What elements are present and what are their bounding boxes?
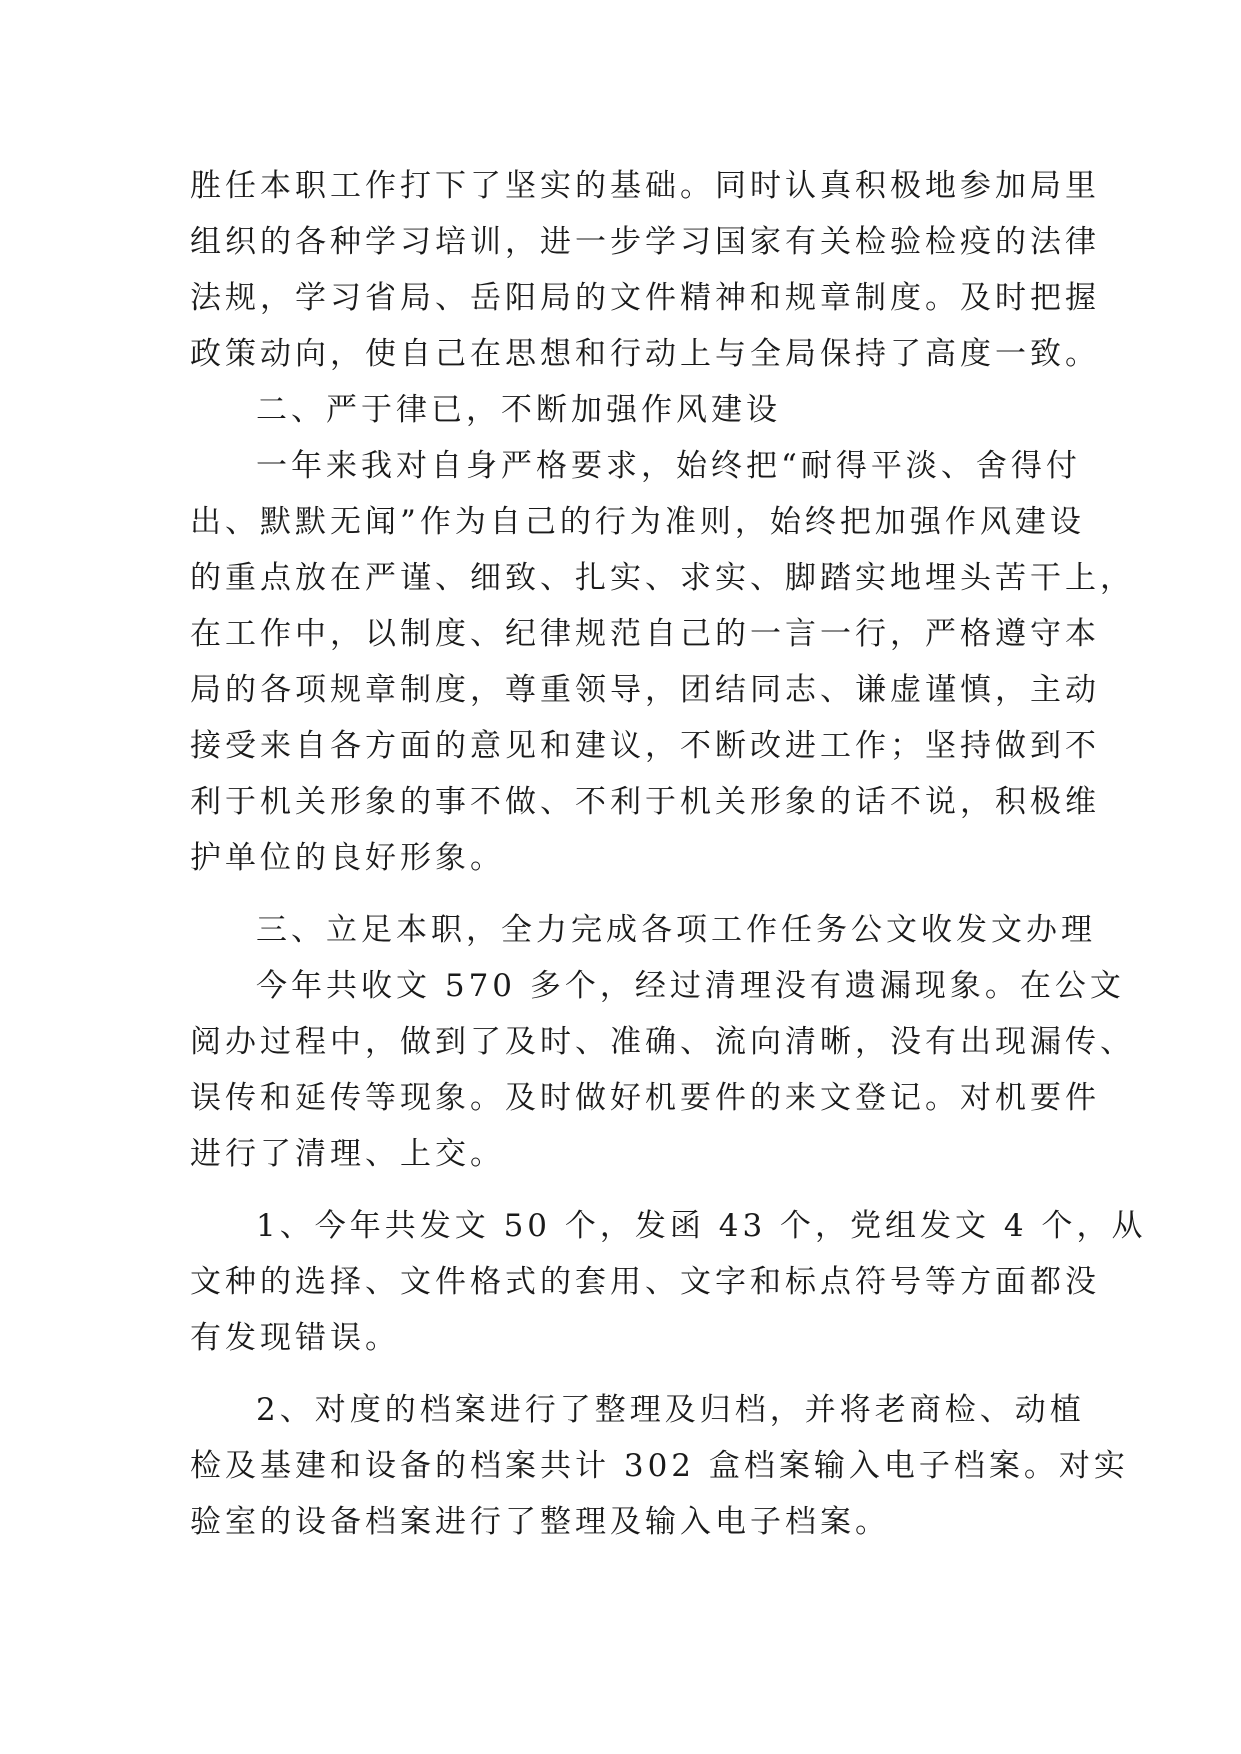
- list-item-1: [190, 1198, 1147, 1366]
- section-heading-3: [190, 902, 1096, 958]
- text-line: 利于机关形象的事不做、不利于机关形象的话不说，积极维: [190, 784, 1100, 820]
- text-line: 胜任本职工作打下了坚实的基础。同时认真积极地参加局里: [190, 168, 1100, 204]
- text-line: 今年共收文 570 多个，经过清理没有遗漏现象。在公文: [256, 968, 1125, 1004]
- text-line: 接受来自各方面的意见和建议，不断改进工作；坚持做到不: [190, 728, 1100, 764]
- text-line: 法规，学习省局、岳阳局的文件精神和规章制度。及时把握: [190, 280, 1100, 316]
- text-line: 1、今年共发文 50 个，发函 43 个，党组发文 4 个，从: [256, 1208, 1147, 1244]
- text-line: 2、对度的档案进行了整理及归档，并将老商检、动植: [256, 1392, 1085, 1428]
- paragraph-conduct: [190, 438, 1135, 886]
- heading-text: 二、严于律已，不断加强作风建设: [256, 392, 781, 428]
- paragraph-incoming-docs: [190, 958, 1135, 1182]
- section-heading-2: [190, 382, 1050, 438]
- list-item-2: [190, 1382, 1129, 1550]
- text-line: 检及基建和设备的档案共计 302 盒档案输入电子档案。对实: [190, 1448, 1129, 1484]
- text-line: 组织的各种学习培训，进一步学习国家有关检验检疫的法律: [190, 224, 1100, 260]
- text-line: 文种的选择、文件格式的套用、文字和标点符号等方面都没: [190, 1264, 1100, 1300]
- document-body: [190, 158, 1147, 1550]
- text-line: 政策动向，使自己在思想和行动上与全局保持了高度一致。: [190, 336, 1100, 372]
- text-line: 的重点放在严谨、细致、扎实、求实、脚踏实地埋头苦干上，: [190, 560, 1135, 596]
- text-line: 出、默默无闻”作为自己的行为准则，始终把加强作风建设: [190, 504, 1085, 540]
- text-line: 验室的设备档案进行了整理及输入电子档案。: [190, 1504, 890, 1540]
- text-line: 有发现错误。: [190, 1320, 400, 1356]
- paragraph-study: [190, 158, 1100, 382]
- text-line: 护单位的良好形象。: [190, 840, 505, 876]
- text-line: 在工作中，以制度、纪律规范自己的一言一行，严格遵守本: [190, 616, 1100, 652]
- text-line: 阅办过程中，做到了及时、准确、流向清晰，没有出现漏传、: [190, 1024, 1135, 1060]
- heading-text: 三、立足本职，全力完成各项工作任务公文收发文办理: [256, 912, 1096, 948]
- text-line: 一年来我对自身严格要求，始终把“耐得平淡、舍得付: [256, 448, 1081, 484]
- text-line: 局的各项规章制度，尊重领导，团结同志、谦虚谨慎，主动: [190, 672, 1100, 708]
- text-line: 误传和延传等现象。及时做好机要件的来文登记。对机要件: [190, 1080, 1100, 1116]
- text-line: 进行了清理、上交。: [190, 1136, 505, 1172]
